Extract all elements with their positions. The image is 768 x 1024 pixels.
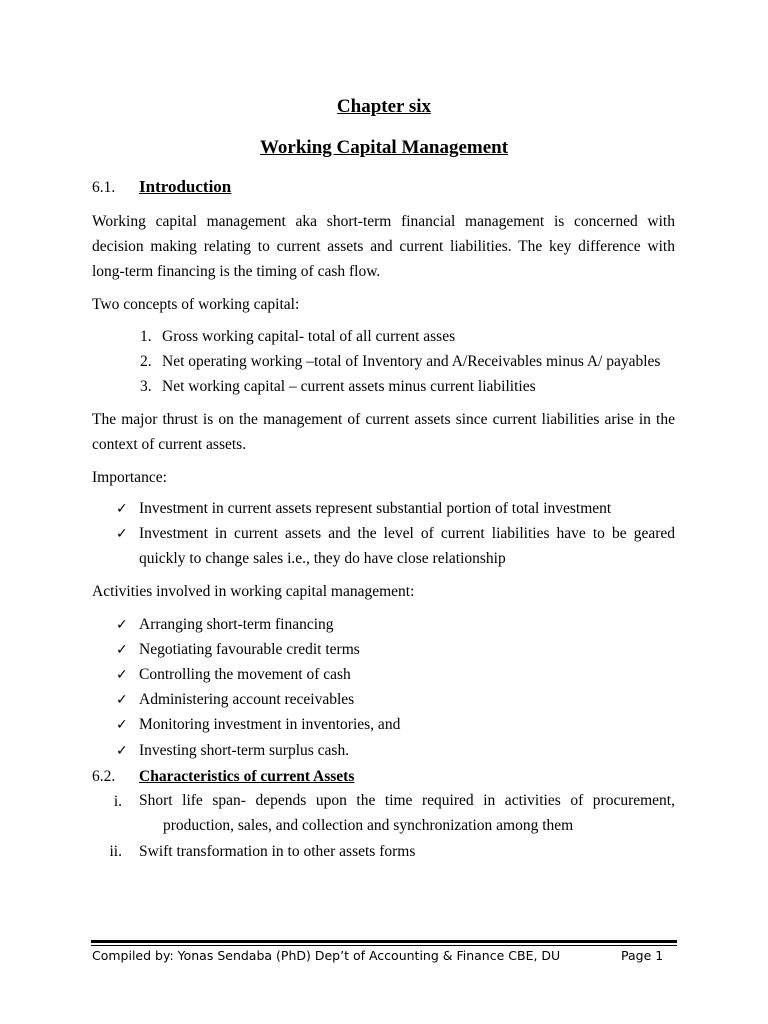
check-icon: ✓: [116, 743, 128, 759]
check-icon: ✓: [116, 717, 128, 733]
activity-item: Investing short-term surplus cash.: [139, 742, 350, 759]
footer-rule: [91, 940, 677, 943]
roman-numeral: ii.: [109, 843, 122, 860]
characteristic-line: Short life span- depends upon the time required in activities of procurement,: [139, 792, 675, 809]
roman-numeral: i.: [113, 793, 122, 810]
section-title: Introduction: [139, 177, 232, 196]
section-number: 6.1.: [92, 179, 116, 196]
concepts-label: Two concepts of working capital:: [92, 296, 300, 313]
check-icon: ✓: [116, 526, 128, 542]
list-number: 3.: [140, 378, 152, 395]
activities-label: Activities involved in working capital management:: [92, 583, 415, 600]
characteristic-item: Swift transformation in to other assets forms: [139, 843, 416, 860]
activity-item: Administering account receivables: [139, 691, 355, 708]
page-number: Page 1: [621, 948, 664, 963]
activity-item: Arranging short-term financing: [139, 616, 334, 633]
main-title: Working Capital Management: [259, 137, 509, 158]
activity-item: Negotiating favourable credit terms: [139, 641, 360, 658]
characteristic-item: [139, 788, 675, 838]
activity-item: Controlling the movement of cash: [139, 666, 351, 683]
check-icon: ✓: [116, 642, 128, 658]
section-number: 6.2.: [92, 768, 116, 785]
check-icon: ✓: [116, 667, 128, 683]
importance-item: Investment in current assets represent substantial portion of total investment: [139, 500, 612, 517]
importance-label: Importance:: [92, 469, 167, 486]
thrust-paragraph: The major thrust is on the management of current assets since current liabilities arise in the context of current assets.: [92, 411, 675, 453]
footer-rule: [91, 945, 677, 946]
check-icon: ✓: [116, 692, 128, 708]
section-title: Characteristics of current Assets: [139, 768, 355, 785]
list-text: Net working capital – current assets minus current liabilities: [162, 378, 536, 395]
check-icon: ✓: [116, 501, 128, 517]
intro-paragraph: Working capital management aka short-term financial management is concerned with decision making relating to current assets and current liabilities. The key difference with long-term financing is the timing of cash flow.: [92, 213, 675, 280]
list-text: Gross working capital- total of all current asses: [162, 328, 456, 345]
importance-item: Investment in current assets and the level of current liabilities have to be geared quickly to change sales i.e., they do have close relationship: [139, 525, 675, 567]
list-number: 1.: [140, 328, 152, 345]
list-number: 2.: [140, 353, 152, 370]
chapter-title: Chapter six: [336, 96, 432, 117]
list-text: Net operating working –total of Inventory and A/Receivables minus A/ payables: [162, 353, 661, 370]
check-icon: ✓: [116, 617, 128, 633]
activity-item: Monitoring investment in inventories, and: [139, 716, 401, 733]
characteristic-line: production, sales, and collection and synchronization among them: [163, 817, 574, 834]
footer-credit: Compiled by: Yonas Sendaba (PhD) Dep’t of Accounting & Finance CBE, DU: [92, 948, 561, 963]
